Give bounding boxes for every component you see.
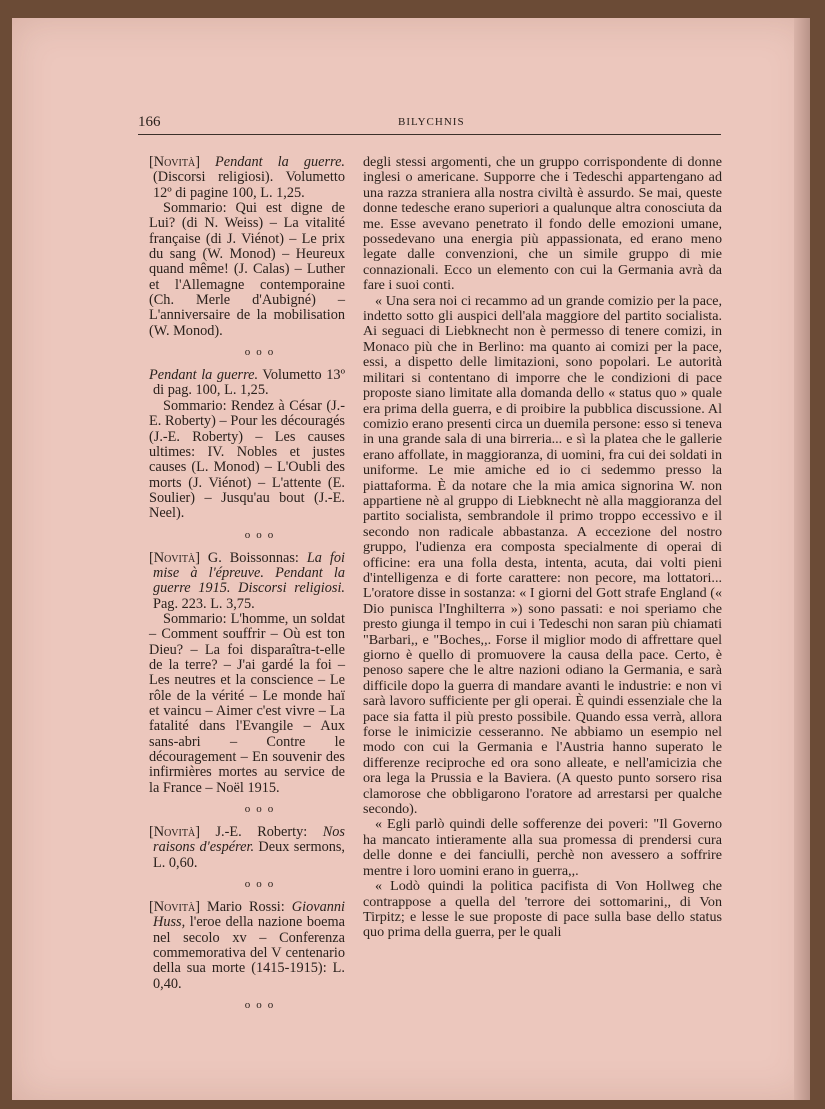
page-number: 166 xyxy=(138,114,161,130)
entry-details: (Discorsi religiosi). Volumetto 12º di pagine 100, L. 1,25. xyxy=(153,169,345,201)
separator-mark: ooo xyxy=(244,803,280,816)
body-paragraph: « Egli parlò quindi delle sofferenze dei poveri: "Il Governo ha mancato intieramente alla sua promessa di prendersi cura delle donne e dei fanciulli, perchè non avessero a soffrire mentre i loro uomini erano in guerra,,. xyxy=(363,816,722,879)
entry-details: Deux sermons, L. 0,60. xyxy=(153,839,346,871)
entry-details: l'eroe della nazione boema nel secolo xv – Conferenza commemorativa del V centenario della sua morte (1415-1915): L. 0,40. xyxy=(153,914,345,992)
bibliography-entry xyxy=(149,825,345,871)
bibliography-entry xyxy=(149,900,345,992)
body-paragraph: « Una sera noi ci recammo ad un grande comizio per la pace, indetto sotto gli auspici dell'ala maggiore del partito socialista. Ai seguaci di Liebknecht non è permesso di tenere comizi, in Monaco più che in Berlino: ma quanto ai comizi per la pace, essi, a dispetto delle limitazioni, sono popolari. Le autorità militari si contentano di imporre che le condizioni di pace proposte siano limitate alla domanda dello « status quo » quale era prima della guerra, e di proibire la pubblica discussione. Al comizio erano presenti circa un duemila persone: esso si teneva in una grande sala di una birreria... e sì la platea che le gallerie erano affollate, in maggioranza, di uomini, fra cui dei soldati in uniforme. Le mie amiche ed io ci sedemmo presso la piattaforma. È da notare che la mia amica signorina W. non appartiene nè al gruppo di Liebknecht nè alla maggioranza del partito socialista, sembrandole il primo troppo eccessivo e il secondo non radicale abbastanza. A eccezione del nostro gruppo, l'udienza era composta specialmente di operai di officine: era una folla desta, intenta, acuta, dai volti pieni d'intelligenza e di forte carattere: non pecore, ma lottatori... L'oratore disse in sostanza: « I giorni del Gott strafe England (« Dio punisca l'Inghilterra ») sono passati: e noi speriamo che presto giunga il tempo in cui i Tedeschi non saran più chiamati "Barbari,, e "Boches,,. Forse il miglior modo di affrettare quel giorno è quello di promuovere la causa della pace. Certo, è penoso sapere che le altre nazioni odiano la Germania, e sarà difficile dopo la guerra di mandare avanti le industrie: e non vi sarà lavoro sufficiente per gli operai. È quindi essenziale che la pace sia fatta il più presto possibile. Quando essa verrà, allora forse le inimicizie cesseranno. Ne abbiamo un esempio nel modo con cui la Germania e l'Austria hanno superato le differenze reciproche ed ora sono alleate, e nell'amicizia che ora lega la Prussia e la Baviera. (A questo punto sorsero risa clamorose che obbligarono l'oratore ad arrestarsi per qualche secondo). xyxy=(363,292,722,818)
running-title: BILYCHNIS xyxy=(398,116,465,128)
body-paragraph: « Lodò quindi la politica pacifista di Von Hollweg che contrappose a quella del 'terrore dei sottomarini,, di Von Tirpitz; e lesse le sue proposte di pace sulla base dello status quo prima della guerra, per le quali xyxy=(363,878,722,941)
entry-details: Volumetto 13º di pag. 100, L. 1,25. xyxy=(153,367,345,399)
entry-tag: [Novità] xyxy=(149,824,200,841)
entry-summary: Sommario: Qui est digne de Lui? (di N. Weiss) – La vitalité française (di J. Viénot) – Le prix du sang (W. Monod) – Heureux quand même! (J. Calas) – Luther et l'Allemagne contemporaine (Ch. Merle d'Aubigné) – L'anniversaire de la mobilisation (W. Monod). xyxy=(149,200,345,339)
separator-mark: ooo xyxy=(244,878,280,891)
separator-mark: ooo xyxy=(244,346,280,359)
bibliography-entry xyxy=(149,155,345,339)
entry-title: La foi mise à l'épreuve. Pendant la guerre 1915. Discorsi religiosi. xyxy=(153,549,345,597)
entry-summary: Sommario: L'homme, un soldat – Comment souffrir – Où est ton Dieu? – La foi disparaîtra-t-elle de la terre? – J'ai gardé la foi – Les neutres et la conscience – Le rôle de la vérité – Le monde haï et vaincu – Aimer c'est vivre – La fatalité dans l'Evangile – Aux sans-abri – Contre le découragement – En souvenir des infirmières mortes au service de la France – Noël 1915. xyxy=(149,610,345,796)
separator-mark: ooo xyxy=(244,528,280,541)
entry-author: Mario Rossi: xyxy=(199,899,292,916)
entry-title: Pendant la guerre. xyxy=(215,154,346,170)
bibliography-entry xyxy=(149,368,345,521)
entry-tag: [Novità] xyxy=(149,549,200,566)
left-column xyxy=(149,155,345,1021)
body-paragraph: degli stessi argomenti, che un gruppo corrispondente di donne inglesi o americane. Supporre che i Tedeschi appartengano ad una razza straniera alla nostra civiltà è assurdo. Se mai, queste donne tedesche erano superiori a qualunque altra conosciuta da me. Esse avevano penetrato il fondo delle emozioni umane, possedevano una energia più appassionata, ed erano meno legate dalle convenzioni, che un simile gruppo di mie connazionali. Ecco un elemento con cui la Germania avrà da fare i suoi conti. xyxy=(363,154,722,294)
separator-mark: ooo xyxy=(244,999,280,1012)
right-column xyxy=(363,155,722,941)
entry-tag: [Novità] xyxy=(149,154,200,170)
entry-author: G. Boissonnas: xyxy=(199,549,307,566)
page-edge xyxy=(794,18,810,1100)
entry-tag: [Novità] xyxy=(149,899,200,916)
entry-author: J.-E. Roberty: xyxy=(199,824,323,841)
entry-summary: Sommario: Rendez à César (J.-E. Roberty) – Pour les découragés (J.-E. Roberty) – Les causes ultimes: IV. Nobles et justes causes (L. Monod) – L'Oubli des morts (J. Viénot) – L'attente (E. Soulier) – Jusqu'au bout (J.-E. Neel). xyxy=(149,397,345,522)
bibliography-entry xyxy=(149,551,345,797)
entry-title: Giovanni Huss, xyxy=(153,899,345,931)
entry-title: Pendant la guerre. xyxy=(149,367,259,384)
entry-title: Nos raisons d'espérer. xyxy=(153,824,345,856)
entry-details: Pag. 223. L. 3,75. xyxy=(153,595,255,612)
page-header xyxy=(138,112,721,135)
